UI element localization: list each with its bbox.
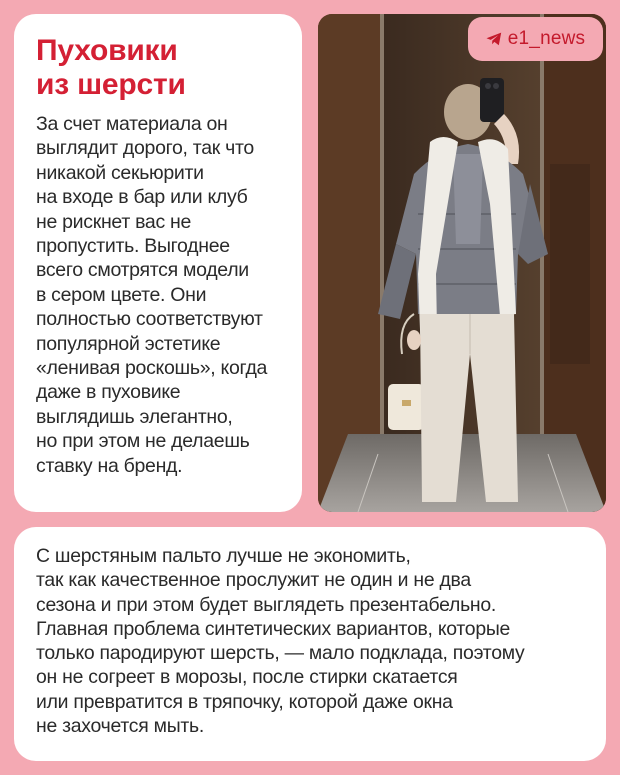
text-card [14,14,302,512]
channel-badge[interactable] [468,17,603,61]
text-card-bottom [14,527,606,761]
article-paragraph-1: За счет материала он выглядит дорого, так что никакой секьюрити на входе в бар или клуб не рискнет вас не пропустить. Выгоднее всего смотрятся модели в сером цвете. Они полностью соответствуют популярной эстетике «ленивая роскошь», когда даже в пуховике выглядишь элегантно, но при этом не делаешь ставку на бренд. [36,113,268,477]
article-title: Пуховики из шерсти [36,34,186,101]
article-paragraph-2: С шерстяным пальто лучше не экономить, так как качественное прослужит не один и не два сезона и при этом будет выглядеть презентабельно. Главная проблема синтетических вариантов, которые только пародируют шерсть, — мало подклада, поэтому он не согреет в морозы, после стирки скатается или превратится в тряпочку, которой даже окна не захочется мыть. [36,545,525,738]
outfit-photo [318,14,606,512]
channel-name: e1_news [507,28,586,49]
telegram-icon [486,32,502,46]
